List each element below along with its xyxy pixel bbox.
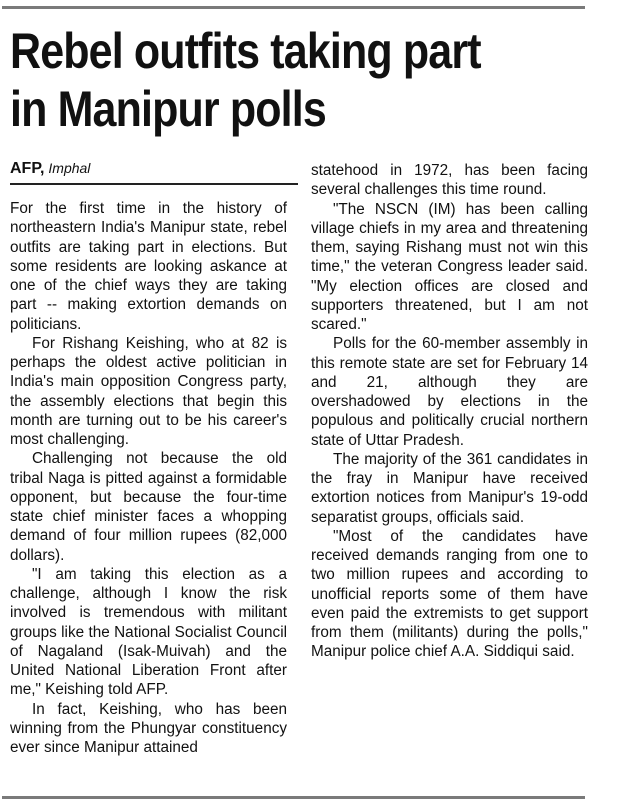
bottom-rule <box>2 796 585 799</box>
article-column-left <box>10 199 287 757</box>
byline-agency: AFP, <box>10 160 45 177</box>
headline-line-1: Rebel outfits taking part <box>10 23 481 79</box>
article-column-right <box>311 161 588 662</box>
paragraph: "The NSCN (IM) has been calling village chiefs in my area and threatening them, saying Rishang must not win this time," the veteran Congress leader said. "My election offices are closed and supporters threatened, but I am not scared." <box>311 200 588 333</box>
paragraph: The majority of the 361 candidates in the fray in Manipur have received extortion notices from Manipur's 19-odd separatist groups, officials said. <box>311 450 588 526</box>
paragraph: For the first time in the history of northeastern India's Manipur state, rebel outfits are taking part in elections. But some residents are looking askance at one of the chief ways they are taking part -- making extortion demands on politicians. <box>10 200 287 333</box>
paragraph: Challenging not because the old tribal Naga is pitted against a formidable opponent, but because the four-time state chief minister faces a whopping demand of four million rupees (82,000 dollars). <box>10 450 287 564</box>
byline-place: Imphal <box>48 160 91 176</box>
paragraph: statehood in 1972, has been facing several challenges this time round. <box>311 162 588 199</box>
byline-rule <box>10 183 298 185</box>
headline-line-2: in Manipur polls <box>10 81 326 137</box>
paragraph: "Most of the candidates have received demands ranging from one to two million rupees and according to unofficial reports some of them have even paid the extremists to get support from them (militants) during the polls," Manipur police chief A.A. Siddiqui said. <box>311 527 588 661</box>
paragraph: In fact, Keishing, who has been winning from the Phungyar constituency ever since Manipur attained <box>10 700 287 756</box>
paragraph: For Rishang Keishing, who at 82 is perhaps the oldest active politician in India's main opposition Congress party, the assembly elections that begin this month are turning out to be his career's most challenging. <box>10 334 287 448</box>
byline <box>10 158 90 179</box>
paragraph: "I am taking this election as a challenge, although I know the risk involved is tremendous with militant groups like the National Socialist Council of Nagaland (Isak-Muivah) and the United National Liberation Front after me," Keishing told AFP. <box>10 565 287 699</box>
headline <box>10 22 517 138</box>
paragraph: Polls for the 60-member assembly in this remote state are set for February 14 and 21, although they are overshadowed by elections in the populous and politically crucial northern state of Uttar Pradesh. <box>311 335 588 449</box>
top-rule <box>2 6 585 9</box>
